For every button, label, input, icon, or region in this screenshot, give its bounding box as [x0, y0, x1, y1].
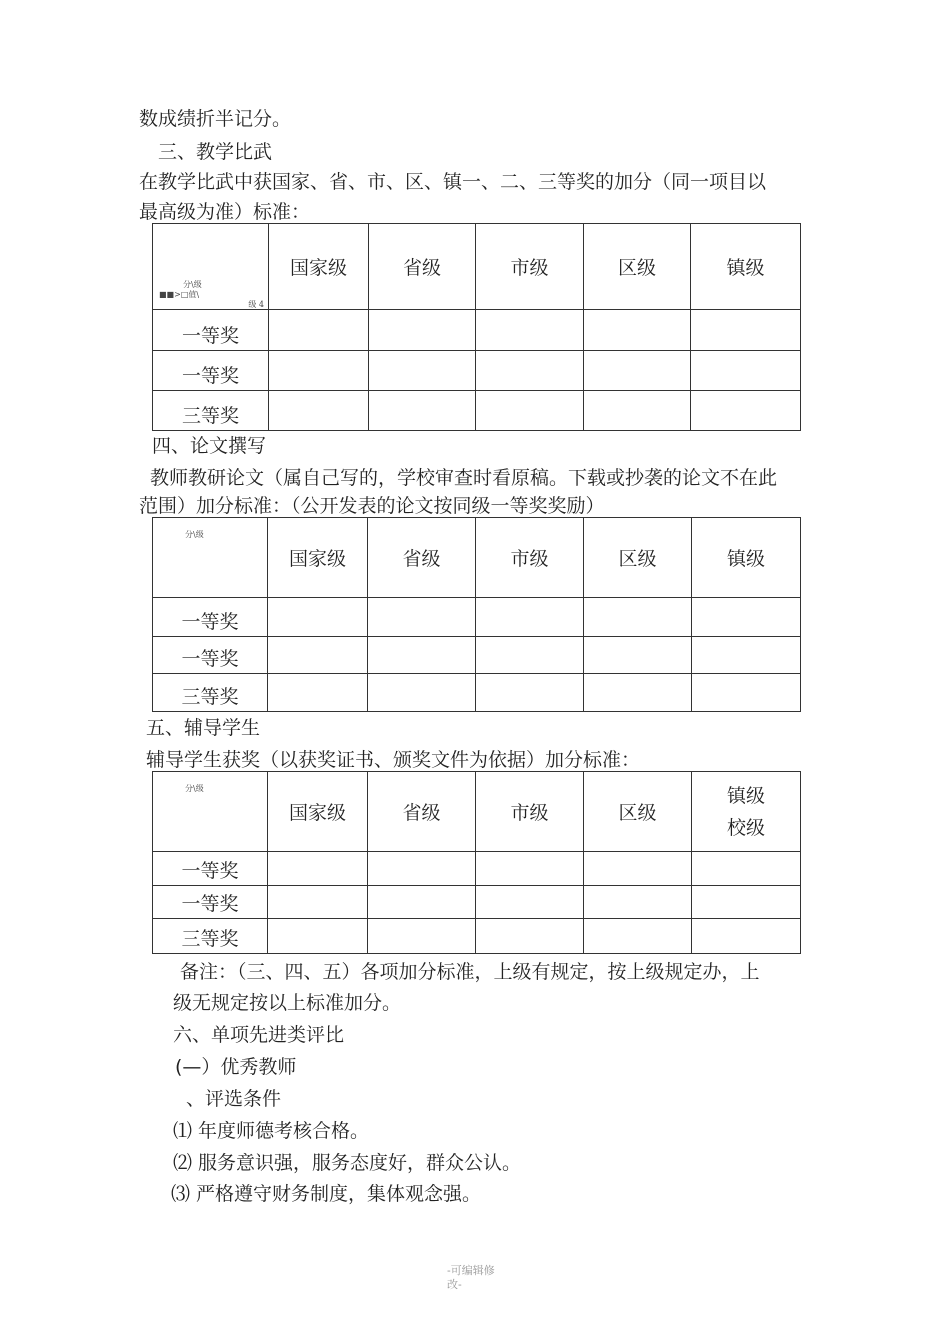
table-cell	[268, 637, 368, 674]
row-label: 一等奖	[153, 598, 268, 637]
row-label: 三等奖	[153, 391, 269, 431]
footer-line: 改-	[447, 1278, 462, 1291]
table-cell	[368, 637, 476, 674]
section-heading-6: 六、单项先进类评比	[173, 1024, 345, 1046]
column-header: 国家级	[268, 518, 368, 598]
table-cell	[368, 852, 476, 886]
table-cell	[269, 351, 369, 391]
table-cell	[476, 886, 584, 919]
table-cell	[584, 351, 691, 391]
table-cell	[584, 919, 692, 954]
table-cell	[476, 637, 584, 674]
column-header: 省级	[368, 772, 476, 852]
section-heading-3: 三、教学比武	[158, 141, 273, 163]
table-cell	[692, 598, 801, 637]
row-label: 三等奖	[153, 919, 268, 954]
paper-writing-table	[152, 517, 801, 712]
table-cell	[476, 351, 584, 391]
criteria-item: ⑵ 服务意识强，服务态度好，群众公认。	[173, 1152, 522, 1174]
column-header: 国家级	[268, 772, 368, 852]
criteria-item: ⑴ 年度师德考核合格。	[173, 1120, 370, 1142]
corner-label: 级 4	[248, 300, 264, 309]
table-cell	[268, 852, 368, 886]
row-label: 三等奖	[153, 674, 268, 712]
column-header: 区级	[584, 772, 692, 852]
criteria-heading: 、评选条件	[186, 1088, 282, 1110]
subsection-heading: (—）优秀教师	[175, 1056, 297, 1078]
table-cell	[692, 886, 801, 919]
table-cell	[584, 852, 692, 886]
column-header: 省级	[368, 518, 476, 598]
table-cell	[476, 310, 584, 351]
section-4-description: 教师教研论文（属自己写的，学校审查时看原稿。下载或抄袭的论文不在此	[150, 467, 778, 489]
note-cont: 级无规定按以上标准加分。	[173, 992, 402, 1014]
column-header: 市级	[476, 224, 584, 310]
table-corner-cell	[153, 518, 268, 598]
table-cell	[369, 310, 476, 351]
column-header: 市级	[476, 772, 584, 852]
teaching-contest-table	[152, 223, 801, 431]
table-cell	[476, 674, 584, 712]
note: 备注：（三、四、五）各项加分标准，上级有规定，按上级规定办，上	[180, 961, 760, 983]
column-header: 镇级	[692, 518, 801, 598]
row-label: 一等奖	[153, 637, 268, 674]
section-4-description-cont: 范围）加分标准：（公开发表的论文按同级一等奖奖励）	[139, 495, 605, 517]
corner-label: 分\级	[185, 530, 204, 539]
table-cell	[268, 886, 368, 919]
row-label: 一等奖	[153, 886, 268, 919]
column-header: 区级	[584, 224, 691, 310]
table-cell	[584, 886, 692, 919]
section-5-description: 辅导学生获奖（以获奖证书、颁奖文件为依据）加分标准：	[146, 749, 641, 771]
corner-label: ■■>□值\	[159, 290, 200, 299]
table-cell	[476, 919, 584, 954]
corner-label: 分\级	[185, 784, 204, 793]
table-cell	[368, 886, 476, 919]
table-cell	[476, 598, 584, 637]
column-header-line: 镇级	[726, 784, 765, 807]
page-footer	[447, 1264, 495, 1292]
table-cell	[691, 391, 801, 431]
footer-line: -可编辑修	[447, 1264, 495, 1277]
table-cell	[584, 310, 691, 351]
student-coaching-table	[152, 771, 801, 954]
table-cell	[691, 351, 801, 391]
table-cell	[692, 637, 801, 674]
row-label: 一等奖	[153, 852, 268, 886]
table-cell	[584, 637, 692, 674]
table-cell	[268, 919, 368, 954]
table-cell	[368, 598, 476, 637]
table-cell	[268, 598, 368, 637]
column-header: 区级	[584, 518, 692, 598]
table-cell	[584, 674, 692, 712]
corner-label: 分\级	[183, 280, 202, 289]
table-cell	[369, 351, 476, 391]
section-3-description: 在教学比武中获国家、省、市、区、镇一、二、三等奖的加分（同一项目以	[139, 171, 767, 193]
row-label: 一等奖	[153, 310, 269, 351]
paragraph-tail: 数成绩折半记分。	[139, 108, 292, 130]
column-header: 省级	[369, 224, 476, 310]
table-cell	[269, 391, 369, 431]
table-cell	[692, 919, 801, 954]
row-label: 一等奖	[153, 351, 269, 391]
column-header-line: 校级	[726, 816, 765, 839]
table-cell	[584, 598, 692, 637]
column-header: 国家级	[269, 224, 369, 310]
criteria-item: ⑶ 严格遵守财务制度，集体观念强。	[171, 1183, 482, 1205]
table-cell	[692, 852, 801, 886]
section-heading-4: 四、论文撰写	[152, 435, 267, 457]
table-cell	[692, 674, 801, 712]
table-cell	[368, 674, 476, 712]
column-header: 镇级	[691, 224, 801, 310]
table-cell	[369, 391, 476, 431]
column-header	[692, 772, 801, 852]
table-cell	[476, 391, 584, 431]
table-cell	[691, 310, 801, 351]
section-heading-5: 五、辅导学生	[146, 717, 261, 739]
table-corner-cell	[153, 224, 269, 310]
table-cell	[368, 919, 476, 954]
table-cell	[476, 852, 584, 886]
table-cell	[584, 391, 691, 431]
section-3-description-cont: 最高级为准）标准：	[139, 201, 311, 223]
column-header: 市级	[476, 518, 584, 598]
table-cell	[269, 310, 369, 351]
table-cell	[268, 674, 368, 712]
table-corner-cell	[153, 772, 268, 852]
